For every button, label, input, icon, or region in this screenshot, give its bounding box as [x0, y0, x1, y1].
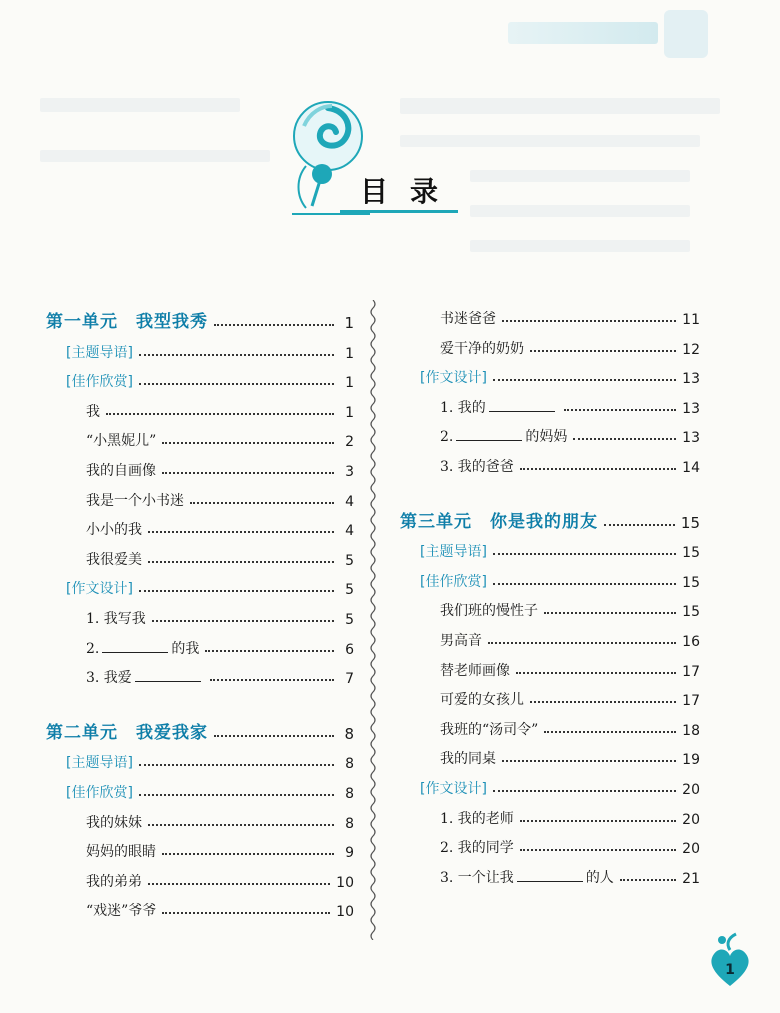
page-ref: 17 — [682, 663, 700, 680]
ghost-header-band — [508, 22, 658, 44]
toc-item-entry[interactable] — [46, 452, 354, 480]
bracket-open: [ — [66, 344, 72, 361]
leader-dots — [139, 764, 334, 766]
item-title: “戏迷”爷爷 — [86, 903, 157, 920]
toc-section-entry[interactable] — [46, 334, 354, 362]
toc-section-entry[interactable] — [400, 359, 700, 387]
item-prefix: 3. 一个让我 — [440, 869, 514, 886]
leader-dots — [148, 561, 334, 563]
section-tag-text: 作文设计 — [71, 581, 128, 598]
page-title: 目录 — [340, 170, 458, 213]
item-title: 可爱的女孩儿 — [440, 692, 524, 709]
item-title — [46, 667, 204, 687]
leader-dots — [516, 672, 676, 674]
ghost-line — [400, 98, 720, 114]
fill-blank-line — [489, 409, 555, 412]
heart-music-note-icon — [706, 930, 754, 990]
toc-item-entry[interactable] — [46, 804, 354, 832]
item-title: 我的同桌 — [440, 751, 496, 768]
item-title: 1. 我的老师 — [440, 810, 514, 827]
leader-dots — [620, 879, 676, 881]
section-tag — [400, 571, 487, 591]
leader-dots — [493, 583, 676, 585]
section-tag — [46, 371, 133, 391]
leader-dots — [214, 324, 334, 326]
leader-dots — [520, 849, 676, 851]
item-suffix: 的我 — [171, 640, 200, 657]
item-prefix: 3. 我爱 — [86, 670, 132, 687]
item-title: 我 — [86, 403, 100, 420]
item-title: 3. 我的爸爸 — [440, 459, 514, 475]
section-tag-text: 主题导语 — [71, 344, 128, 361]
page-ref: 19 — [682, 752, 700, 769]
item-title: “小黑妮儿” — [86, 433, 157, 450]
page-ref: 20 — [682, 782, 700, 798]
leader-dots — [106, 413, 334, 415]
leader-dots — [162, 853, 334, 855]
page-ref: 15 — [682, 545, 700, 562]
toc-item-entry[interactable] — [400, 300, 700, 328]
leader-dots — [162, 912, 330, 914]
leader-dots — [162, 472, 334, 474]
bracket-open: [ — [420, 544, 426, 561]
page-ref: 8 — [345, 756, 354, 773]
leader-dots — [493, 790, 676, 792]
item-title: 书迷爸爸 — [440, 311, 496, 327]
leader-dots — [139, 383, 334, 385]
wavy-divider-icon — [368, 300, 378, 940]
unit-title: 第一单元 我型我秀 — [46, 312, 208, 332]
leader-dots — [493, 379, 676, 381]
leader-dots — [573, 438, 676, 440]
page-ref: 14 — [682, 460, 700, 476]
fill-blank-line — [102, 650, 168, 653]
toc-unit-entry[interactable] — [400, 504, 700, 532]
toc-section-entry[interactable] — [46, 570, 354, 598]
page-ref: 21 — [682, 870, 700, 887]
unit-title: 第三单元 你是我的朋友 — [400, 511, 598, 532]
page-ref: 9 — [345, 845, 354, 862]
leader-dots — [214, 735, 334, 737]
fill-blank-line — [517, 879, 583, 882]
bracket-open: [ — [420, 370, 426, 387]
item-title: 爱干净的奶奶 — [440, 340, 524, 357]
bracket-close: ] — [481, 781, 487, 797]
item-title: 我的妹妹 — [86, 814, 142, 831]
toc-item-entry[interactable] — [46, 833, 354, 861]
item-title: 1. 我写我 — [86, 611, 146, 627]
toc-section-entry[interactable] — [400, 533, 700, 561]
page-ref: 11 — [682, 312, 700, 328]
toc-item-entry[interactable] — [46, 541, 354, 569]
toc-item-entry[interactable] — [46, 511, 354, 539]
item-title — [400, 867, 614, 887]
leader-dots — [604, 524, 675, 526]
section-tag-text: 佳作欣赏 — [425, 573, 482, 590]
item-title: 我班的“汤司令” — [440, 721, 539, 738]
page-ref: 5 — [345, 582, 354, 599]
toc-item-entry[interactable] — [400, 681, 700, 709]
bracket-close: ] — [127, 785, 133, 801]
leader-dots — [148, 531, 334, 533]
leader-dots — [210, 679, 334, 681]
toc-section-entry[interactable] — [46, 744, 354, 772]
item-title: 我的自画像 — [86, 463, 156, 479]
item-title: 我的弟弟 — [86, 873, 142, 890]
item-title — [400, 397, 558, 417]
ghost-line — [470, 240, 690, 252]
page-ref: 15 — [682, 574, 700, 591]
ghost-line — [400, 135, 700, 147]
leader-dots — [530, 701, 676, 703]
section-tag — [46, 782, 133, 802]
ghost-header-mark — [664, 10, 708, 58]
fill-blank-line — [135, 679, 201, 682]
page-ref: 2 — [345, 434, 354, 451]
page-ref: 20 — [682, 811, 700, 828]
ghost-line — [40, 150, 270, 162]
page-ref: 3 — [345, 464, 354, 480]
toc-item-entry[interactable] — [46, 482, 354, 510]
page-ref: 5 — [345, 612, 354, 628]
item-suffix: 的人 — [585, 869, 614, 886]
section-tag-text: 佳作欣赏 — [71, 374, 128, 391]
page-ref: 5 — [345, 552, 354, 569]
bracket-open: [ — [66, 785, 72, 801]
section-tag — [46, 578, 133, 598]
page-ref: 8 — [345, 815, 354, 832]
item-suffix: 的妈妈 — [525, 429, 568, 446]
section-tag — [400, 778, 487, 798]
leader-dots — [544, 731, 676, 733]
item-title: 小小的我 — [86, 522, 142, 539]
leader-dots — [152, 620, 334, 622]
toc-item-entry[interactable] — [400, 418, 700, 446]
ghost-line — [470, 205, 690, 217]
leader-dots — [190, 502, 334, 504]
leader-dots — [205, 650, 334, 652]
toc-item-entry[interactable] — [400, 330, 700, 358]
page-ref: 16 — [682, 634, 700, 650]
item-title: 替老师画像 — [440, 662, 510, 679]
page-ref: 15 — [680, 513, 700, 532]
bracket-close: ] — [481, 573, 487, 590]
page-ref: 20 — [682, 841, 700, 858]
page-ref: 18 — [682, 722, 700, 739]
section-tag-text: 佳作欣赏 — [71, 785, 128, 801]
toc-item-entry[interactable] — [400, 711, 700, 739]
bracket-open: [ — [420, 781, 426, 797]
toc-item-entry[interactable] — [400, 592, 700, 620]
leader-dots — [564, 409, 676, 411]
bracket-close: ] — [127, 374, 133, 391]
leader-dots — [530, 350, 676, 352]
section-tag-text: 作文设计 — [425, 781, 482, 797]
leader-dots — [520, 468, 676, 470]
item-title: 我很爱美 — [86, 551, 142, 568]
page-ref: 1 — [344, 314, 354, 332]
toc-section-entry[interactable] — [46, 363, 354, 391]
toc-item-entry[interactable] — [46, 393, 354, 421]
section-tag — [400, 541, 487, 561]
leader-dots — [502, 760, 676, 762]
bracket-close: ] — [127, 344, 133, 361]
section-tag-text: 主题导语 — [425, 544, 482, 561]
fill-blank-line — [456, 438, 522, 441]
item-title: 我们班的慢性子 — [440, 603, 538, 620]
page-ref: 7 — [345, 671, 354, 688]
bracket-close: ] — [127, 755, 133, 772]
toc-item-entry[interactable] — [400, 740, 700, 768]
page-ref: 13 — [682, 400, 700, 417]
toc-item-entry[interactable] — [400, 829, 700, 857]
toc-item-entry[interactable] — [400, 859, 700, 887]
toc-unit-entry[interactable] — [46, 715, 354, 743]
page-ref: 15 — [682, 604, 700, 621]
section-tag — [46, 752, 133, 772]
bracket-close: ] — [481, 370, 487, 387]
leader-dots — [148, 883, 330, 885]
item-title: 妈妈的眼睛 — [86, 844, 156, 861]
bracket-open: [ — [420, 573, 426, 590]
page-ref: 17 — [682, 693, 700, 710]
toc-item-entry[interactable] — [46, 863, 354, 891]
toc-unit-entry[interactable] — [46, 304, 354, 332]
bracket-open: [ — [66, 755, 72, 772]
leader-dots — [544, 612, 676, 614]
item-title — [400, 426, 567, 446]
item-prefix: 2. — [86, 640, 100, 657]
bracket-open: [ — [66, 374, 72, 391]
toc-item-entry[interactable] — [46, 422, 354, 450]
item-title — [46, 638, 199, 658]
leader-dots — [139, 794, 334, 796]
item-title: 男高音 — [440, 633, 482, 649]
toc-item-entry[interactable] — [46, 892, 354, 920]
item-title: 我是一个小书迷 — [86, 492, 184, 509]
page-ref: 1 — [345, 375, 354, 392]
section-tag — [400, 367, 487, 387]
bracket-close: ] — [127, 581, 133, 598]
toc-section-entry[interactable] — [400, 770, 700, 798]
page-ref: 1 — [345, 345, 354, 362]
item-title: 2. 我的同学 — [440, 840, 514, 857]
bracket-close: ] — [481, 544, 487, 561]
toc-item-entry[interactable] — [46, 630, 354, 658]
leader-dots — [148, 824, 334, 826]
section-tag — [46, 342, 133, 362]
toc-item-entry[interactable] — [400, 448, 700, 476]
page-ref: 4 — [345, 523, 354, 540]
leader-dots — [162, 442, 334, 444]
ghost-line — [470, 170, 690, 182]
toc-section-entry[interactable] — [46, 774, 354, 802]
page-ref: 6 — [345, 641, 354, 658]
leader-dots — [139, 590, 334, 592]
page-ref: 12 — [682, 341, 700, 358]
page-ref: 13 — [682, 430, 700, 447]
leader-dots — [502, 320, 676, 322]
section-tag-text: 主题导语 — [71, 755, 128, 772]
item-prefix: 2. — [440, 429, 454, 446]
page-number: 1 — [725, 962, 735, 978]
bracket-open: [ — [66, 581, 72, 598]
leader-dots — [520, 820, 676, 822]
leader-dots — [488, 642, 676, 644]
page-ref: 1 — [345, 404, 354, 421]
page-ref: 10 — [336, 904, 354, 921]
toc-item-entry[interactable] — [400, 652, 700, 680]
item-prefix: 1. 我的 — [440, 399, 486, 416]
unit-title: 第二单元 我爱我家 — [46, 722, 208, 743]
toc-item-entry[interactable] — [46, 659, 354, 687]
leader-dots — [493, 553, 676, 555]
toc-item-entry[interactable] — [46, 600, 354, 628]
toc-item-entry[interactable] — [400, 389, 700, 417]
page-ref: 4 — [345, 493, 354, 510]
toc-item-entry[interactable] — [400, 800, 700, 828]
page-ref: 8 — [344, 724, 354, 743]
section-tag-text: 作文设计 — [425, 370, 482, 387]
toc-item-entry[interactable] — [400, 622, 700, 650]
ghost-line — [40, 98, 240, 112]
toc-section-entry[interactable] — [400, 563, 700, 591]
page-ref: 8 — [345, 786, 354, 802]
page-ref: 10 — [336, 874, 354, 891]
page-ref: 13 — [682, 371, 700, 388]
leader-dots — [139, 354, 334, 356]
